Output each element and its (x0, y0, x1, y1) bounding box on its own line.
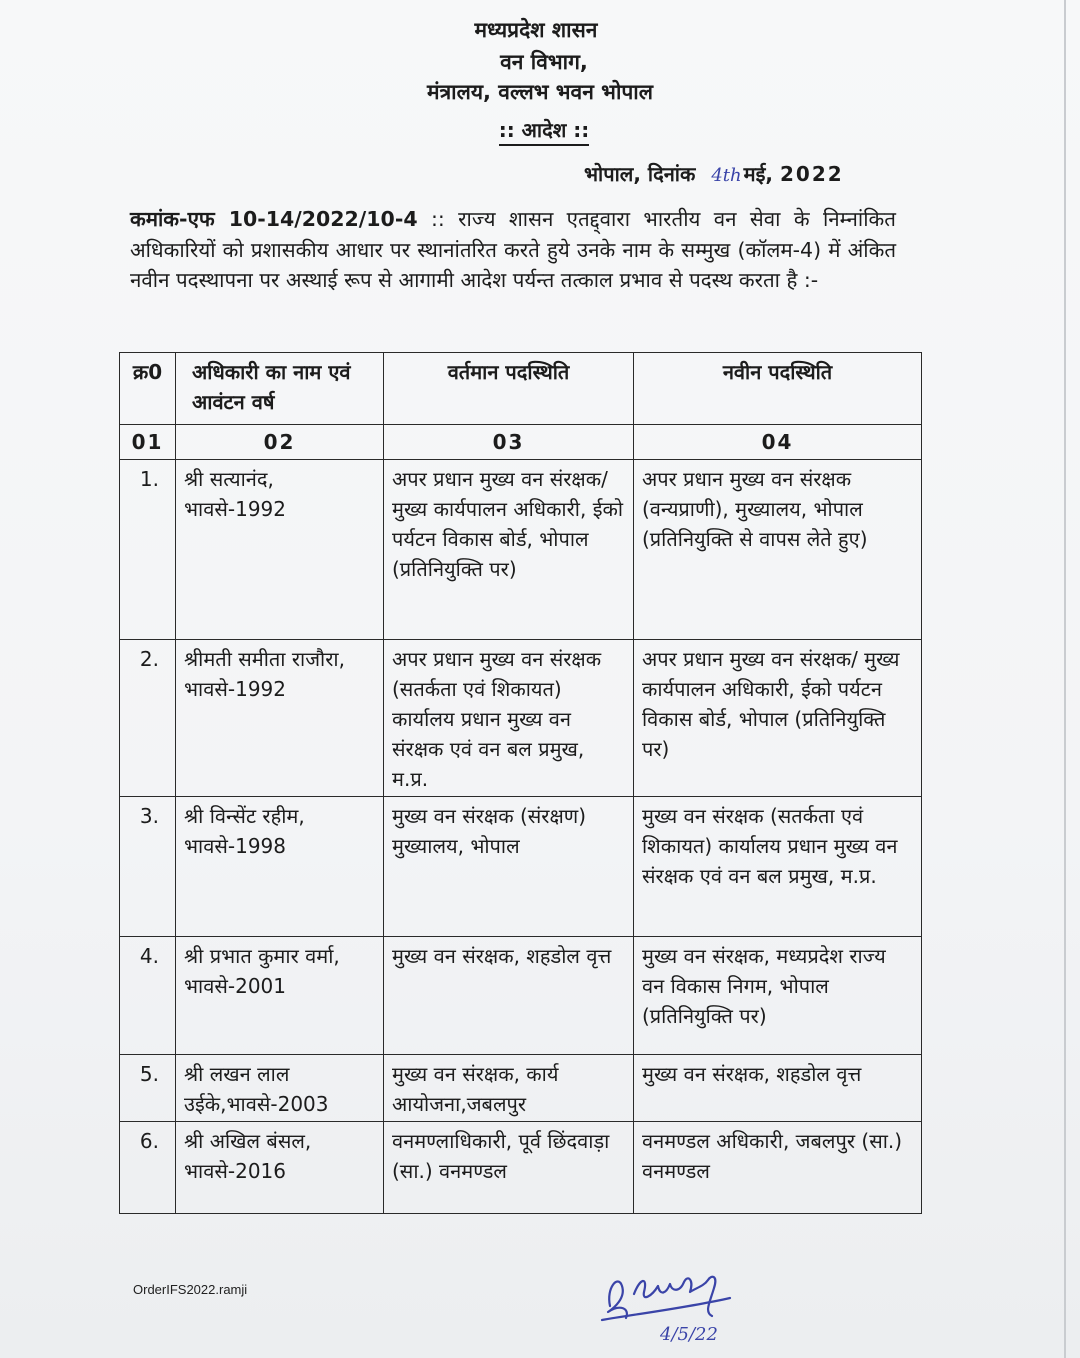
order-paragraph (130, 204, 896, 296)
officer-name: श्री प्रभात कुमार वर्मा, भावसे-2001 (176, 937, 384, 1055)
current-posting: अपर प्रधान मुख्य वन संरक्षक/ मुख्य कार्यपालन अधिकारी, ईको पर्यटन विकास बोर्ड, भोपाल (प्रतिनियुक्ति पर) (384, 460, 634, 640)
new-posting: वनमण्डल अधिकारी, जबलपुर (सा.) वनमण्डल (634, 1122, 922, 1214)
file-code: OrderIFS2022.ramji (133, 1282, 248, 1297)
order-body-text: :: राज्य शासन एतद्द्वारा भारतीय वन सेवा के निम्नांकित अधिकारियों को प्रशासकीय आधार पर स्थानांतरित करते हुये उनके नाम के सम्मुख (कॉलम-4) में अंकित नवीन पदस्थापना पर अस्थाई रूप से आगामी आदेश पर्यन्त तत्काल प्रभाव से पदस्थ करता है :- (130, 207, 896, 292)
date-line (584, 160, 844, 187)
header-government: मध्यप्रदेश शासन (474, 18, 598, 42)
serial-number: 1. (120, 460, 176, 640)
order-title-text: :: आदेश :: (499, 118, 590, 146)
current-posting: वनमण्लाधिकारी, पूर्व छिंदवाड़ा (सा.) वनमण्डल (384, 1122, 634, 1214)
header-order-title (4, 116, 1080, 143)
transfer-table (119, 352, 922, 1214)
current-posting: मुख्य वन संरक्षक, शहडोल वृत्त (384, 937, 634, 1055)
new-posting: अपर प्रधान मुख्य वन संरक्षक (वन्यप्राणी), मुख्यालय, भोपाल (प्रतिनियुक्ति से वापस लेते हुए) (634, 460, 922, 640)
header-current-posting: वर्तमान पदस्थिति (384, 353, 634, 425)
order-reference-number: कमांक-एफ 10-14/2022/10-4 (130, 207, 418, 231)
serial-number: 4. (120, 937, 176, 1055)
serial-number: 2. (120, 640, 176, 797)
header-officer-name: अधिकारी का नाम एवं आवंटन वर्ष (176, 353, 384, 425)
table-row (120, 460, 922, 640)
date-year: 2022 (779, 162, 844, 186)
officer-name: श्री सत्यानंद, भावसे-1992 (176, 460, 384, 640)
officer-name: श्रीमती समीता राजौरा, भावसे-1992 (176, 640, 384, 797)
table-row (120, 797, 922, 937)
table-header-row (120, 353, 922, 425)
new-posting: मुख्य वन संरक्षक (सतर्कता एवं शिकायत) कार्यालय प्रधान मुख्य वन संरक्षक एवं वन बल प्रमुख, म.प्र. (634, 797, 922, 937)
table-row (120, 1055, 922, 1122)
signature-date: 4/5/22 (660, 1324, 718, 1345)
column-number-row (120, 425, 922, 460)
header-address: मंत्रालय, वल्लभ भवन भोपाल (427, 80, 653, 104)
header-serial: क्र0 (120, 353, 176, 425)
column-number: 01 (120, 425, 176, 460)
table-row (120, 1122, 922, 1214)
page-edge-line (1064, 0, 1066, 1358)
handwritten-day: 4th (711, 165, 742, 186)
table-row (120, 640, 922, 797)
new-posting: मुख्य वन संरक्षक, शहडोल वृत्त (634, 1055, 922, 1122)
current-posting: मुख्य वन संरक्षक, कार्य आयोजना,जबलपुर (384, 1055, 634, 1122)
serial-number: 6. (120, 1122, 176, 1214)
column-number: 02 (176, 425, 384, 460)
officer-name: श्री अखिल बंसल, भावसे-2016 (176, 1122, 384, 1214)
header-department: वन विभाग, (500, 50, 588, 74)
handwritten-signature (596, 1258, 766, 1348)
current-posting: मुख्य वन संरक्षक (संरक्षण) मुख्यालय, भोपाल (384, 797, 634, 937)
date-month: मई, (743, 162, 774, 186)
table-row (120, 937, 922, 1055)
current-posting: अपर प्रधान मुख्य वन संरक्षक (सतर्कता एवं शिकायत) कार्यालय प्रधान मुख्य वन संरक्षक एवं वन बल प्रमुख, म.प्र. (384, 640, 634, 797)
column-number: 04 (634, 425, 922, 460)
serial-number: 5. (120, 1055, 176, 1122)
column-number: 03 (384, 425, 634, 460)
header-new-posting: नवीन पदस्थिति (634, 353, 922, 425)
officer-name: श्री लखन लाल उईके,भावसे-2003 (176, 1055, 384, 1122)
new-posting: मुख्य वन संरक्षक, मध्यप्रदेश राज्य वन विकास निगम, भोपाल (प्रतिनियुक्ति पर) (634, 937, 922, 1055)
new-posting: अपर प्रधान मुख्य वन संरक्षक/ मुख्य कार्यपालन अधिकारी, ईको पर्यटन विकास बोर्ड, भोपाल (प्रतिनियुक्ति पर) (634, 640, 922, 797)
date-prefix: भोपाल, दिनांक (584, 162, 696, 186)
serial-number: 3. (120, 797, 176, 937)
officer-name: श्री विन्सेंट रहीम, भावसे-1998 (176, 797, 384, 937)
